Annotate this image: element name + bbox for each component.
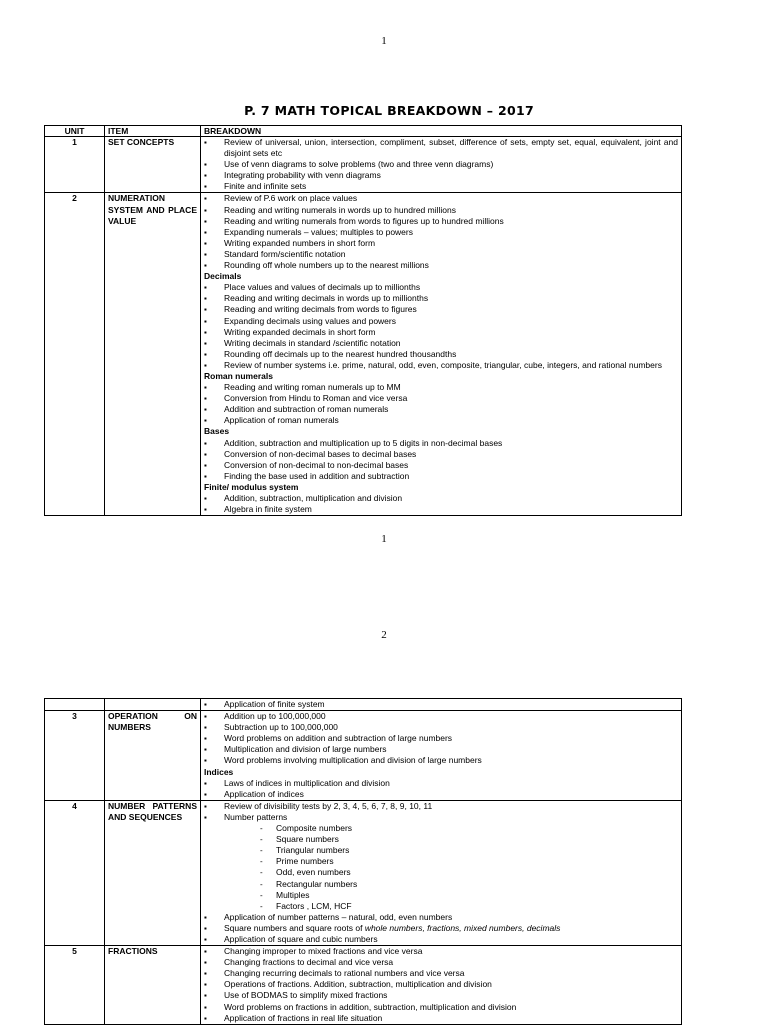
- unit-cell: 1: [45, 137, 105, 193]
- header-item: ITEM: [105, 126, 201, 137]
- table-row: [45, 193, 682, 516]
- breakdown-point: ▪ Changing improper to mixed fractions and vice versa: [204, 946, 678, 957]
- breakdown-point: ▪ Word problems on addition and subtraction of large numbers: [204, 733, 678, 744]
- page-number-bottom: 1: [381, 533, 387, 545]
- breakdown-point: ▪ Reading and writing decimals from words to figures: [204, 304, 678, 315]
- breakdown-point: ▪ Laws of indices in multiplication and division: [204, 778, 678, 789]
- document-title: P. 7 MATH TOPICAL BREAKDOWN – 2017: [244, 103, 534, 118]
- breakdown-point: ▪ Review of divisibility tests by 2, 3, 4, 5, 6, 7, 8, 9, 10, 11: [204, 801, 678, 812]
- breakdown-cell: [201, 800, 682, 945]
- breakdown-point: ▪ Addition up to 100,000,000: [204, 711, 678, 722]
- item-cell: SET CONCEPTS: [105, 137, 201, 193]
- item-cell: FRACTIONS: [105, 946, 201, 1025]
- breakdown-point: ▪ Changing recurring decimals to rational numbers and vice versa: [204, 968, 678, 979]
- section-heading: Indices: [204, 766, 234, 777]
- breakdown-point: ▪ Addition and subtraction of roman numerals: [204, 404, 678, 415]
- unit-cell: 3: [45, 711, 105, 801]
- breakdown-cell: [201, 946, 682, 1025]
- unit-cell: 2: [45, 193, 105, 516]
- section-heading: Roman numerals: [204, 370, 273, 381]
- item-cell: NUMBER PATTERNS AND SEQUENCES: [105, 800, 201, 945]
- sub-point: - Rectangular numbers: [204, 879, 678, 890]
- sub-point: - Square numbers: [204, 834, 678, 845]
- breakdown-point: ▪ Word problems involving multiplication and division of large numbers: [204, 755, 678, 766]
- breakdown-cell: [201, 699, 682, 711]
- breakdown-cell: [201, 137, 682, 193]
- breakdown-point: ▪ Place values and values of decimals up to millionths: [204, 282, 678, 293]
- breakdown-point: [204, 923, 678, 934]
- unit-cell: 5: [45, 946, 105, 1025]
- breakdown-point: ▪ Conversion of non-decimal bases to decimal bases: [204, 449, 678, 460]
- breakdown-point: ▪ Standard form/scientific notation: [204, 249, 678, 260]
- table-row: [45, 699, 682, 711]
- sub-point: - Factors , LCM, HCF: [204, 901, 678, 912]
- breakdown-point: ▪ Algebra in finite system: [204, 504, 678, 515]
- breakdown-point: ▪ Addition, subtraction, multiplication and division: [204, 493, 678, 504]
- breakdown-point: ▪ Use of venn diagrams to solve problems (two and three venn diagrams): [204, 159, 678, 170]
- header-unit: UNIT: [45, 126, 105, 137]
- breakdown-point: ▪ Finding the base used in addition and subtraction: [204, 471, 678, 482]
- breakdown-point: ▪ Reading and writing roman numerals up to MM: [204, 382, 678, 393]
- breakdown-cell: [201, 193, 682, 516]
- breakdown-point: ▪ Writing expanded numbers in short form: [204, 238, 678, 249]
- breakdown-cell: [201, 711, 682, 801]
- breakdown-point: ▪ Operations of fractions. Addition, subtraction, multiplication and division: [204, 979, 678, 990]
- breakdown-point: ▪ Writing expanded decimals in short form: [204, 327, 678, 338]
- breakdown-point: ▪ Conversion from Hindu to Roman and vice versa: [204, 393, 678, 404]
- breakdown-point: ▪ Review of universal, union, intersection, compliment, subset, difference of sets, empty set, equal, equivalent, joint and disjoint sets etc: [204, 137, 678, 159]
- table-row: [45, 137, 682, 193]
- breakdown-point: ▪ Changing fractions to decimal and vice versa: [204, 957, 678, 968]
- breakdown-point: ▪ Reading and writing numerals from words to figures up to hundred millions: [204, 216, 678, 227]
- section-heading: Decimals: [204, 271, 242, 282]
- point-text-italic: whole numbers, fractions, mixed numbers, decimals: [364, 922, 561, 933]
- breakdown-point: ▪ Expanding decimals using values and powers: [204, 316, 678, 327]
- breakdown-point: ▪ Subtraction up to 100,000,000: [204, 722, 678, 733]
- sub-point: - Triangular numbers: [204, 845, 678, 856]
- topics-table-page1: [44, 125, 682, 516]
- breakdown-point: ▪ Review of P.6 work on place values: [204, 193, 678, 204]
- breakdown-point: ▪ Reading and writing decimals in words up to millionths: [204, 293, 678, 304]
- table-row: [45, 946, 682, 1025]
- breakdown-point: ▪ Application of roman numerals: [204, 415, 678, 426]
- breakdown-point: ▪ Application of square and cubic numbers: [204, 934, 678, 945]
- unit-cell: 4: [45, 800, 105, 945]
- page-number-top: 1: [381, 35, 387, 47]
- item-cell: OPERATION ON NUMBERS: [105, 711, 201, 801]
- breakdown-point: ▪ Application of finite system: [204, 699, 678, 710]
- breakdown-point: ▪ Multiplication and division of large numbers: [204, 744, 678, 755]
- table-row: [45, 800, 682, 945]
- sub-point: - Multiples: [204, 890, 678, 901]
- breakdown-point: ▪ Integrating probability with venn diagrams: [204, 170, 678, 181]
- breakdown-point: ▪ Word problems on fractions in addition, subtraction, multiplication and division: [204, 1002, 678, 1013]
- page-number-top-2: 2: [381, 629, 387, 641]
- section-heading: Finite/ modulus system: [204, 481, 299, 492]
- breakdown-point: ▪ Application of number patterns – natural, odd, even numbers: [204, 912, 678, 923]
- sub-point: - Odd, even numbers: [204, 867, 678, 878]
- breakdown-point: ▪ Application of fractions in real life situation: [204, 1013, 678, 1024]
- breakdown-point: ▪ Finite and infinite sets: [204, 181, 678, 192]
- item-cell: NUMERATION SYSTEM AND PLACE VALUE: [105, 193, 201, 516]
- breakdown-point: ▪ Conversion of non-decimal to non-decimal bases: [204, 460, 678, 471]
- sub-point: - Composite numbers: [204, 823, 678, 834]
- unit-cell: [45, 699, 105, 711]
- sub-point: - Prime numbers: [204, 856, 678, 867]
- table-row: [45, 711, 682, 801]
- topics-table-page2: [44, 698, 682, 1025]
- breakdown-point: ▪ Application of indices: [204, 789, 678, 800]
- breakdown-point: ▪ Reading and writing numerals in words up to hundred millions: [204, 205, 678, 216]
- breakdown-point: ▪ Rounding off whole numbers up to the nearest millions: [204, 260, 678, 271]
- breakdown-point: ▪ Expanding numerals – values; multiples to powers: [204, 227, 678, 238]
- breakdown-point: ▪ Review of number systems i.e. prime, natural, odd, even, composite, triangular, cube, integers, and rational numbers: [204, 360, 678, 371]
- breakdown-point: ▪ Writing decimals in standard /scientific notation: [204, 338, 678, 349]
- table-header-row: [45, 126, 682, 137]
- header-breakdown: BREAKDOWN: [201, 126, 682, 137]
- section-heading: Bases: [204, 426, 230, 437]
- breakdown-point: ▪ Use of BODMAS to simplify mixed fractions: [204, 990, 678, 1001]
- item-cell: [105, 699, 201, 711]
- point-text: Square numbers and square roots of: [224, 922, 365, 933]
- breakdown-point: ▪ Addition, subtraction and multiplication up to 5 digits in non-decimal bases: [204, 438, 678, 449]
- breakdown-point: ▪ Rounding off decimals up to the nearest hundred thousandths: [204, 349, 678, 360]
- breakdown-point: ▪ Number patterns: [204, 812, 678, 823]
